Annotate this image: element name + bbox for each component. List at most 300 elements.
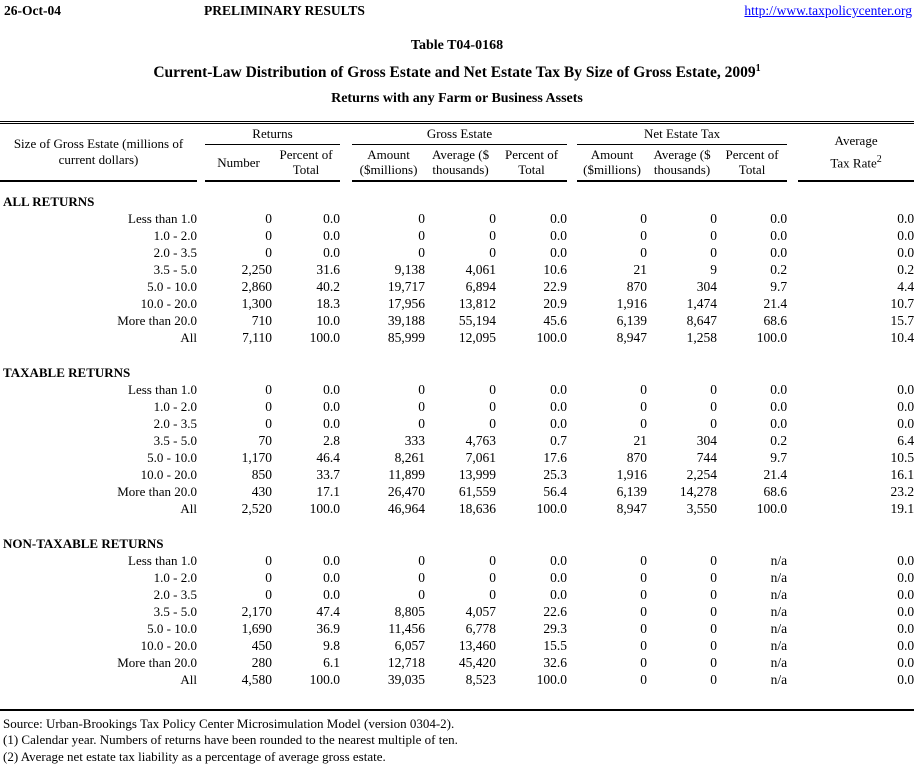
cell: 0.0 (897, 244, 914, 260)
stub-header-line2: current dollars) (58, 151, 139, 167)
table-row (0, 295, 914, 312)
cell: 0.0 (550, 244, 568, 260)
table-header (0, 123, 914, 181)
cell: 0.0 (897, 569, 914, 585)
cell: 0.0 (770, 210, 788, 226)
cell: 68.6 (763, 483, 788, 499)
column-gap (567, 329, 577, 346)
table-row (0, 329, 914, 346)
column-gap (567, 312, 577, 329)
column-gap (197, 586, 205, 603)
cell: 46.4 (316, 449, 341, 465)
column-gap (340, 261, 352, 278)
cell: 0 (265, 415, 272, 431)
cell: 19,717 (387, 278, 426, 294)
main-title-text: Current-Law Distribution of Gross Estate and Net Estate Tax By Size of Gross Estate, 2009 (153, 64, 756, 82)
cell: 33.7 (316, 466, 341, 482)
cell: 0 (710, 210, 718, 226)
cell: 0.0 (897, 415, 914, 431)
row-label: Less than 1.0 (128, 210, 197, 226)
row-label: 5.0 - 10.0 (147, 620, 197, 636)
column-gap (197, 329, 205, 346)
cell: 0.0 (897, 210, 914, 226)
cell: 1,170 (241, 449, 272, 465)
cell: 9,138 (394, 261, 426, 277)
table-row (0, 483, 914, 500)
column-gap (787, 586, 798, 603)
cell: 100.0 (756, 500, 788, 516)
cell: 4,061 (465, 261, 497, 277)
gross-estate-percent-column-header: Percent of Total (496, 145, 567, 181)
column-gap (197, 415, 205, 432)
cell: 46,964 (387, 500, 426, 516)
cell: 0.0 (550, 210, 568, 226)
spacer-row (0, 181, 914, 191)
cell: 0 (710, 671, 718, 687)
column-gap (787, 381, 798, 398)
table-row (0, 637, 914, 654)
cell: 3,550 (686, 500, 718, 516)
cell: 0.0 (897, 381, 914, 397)
row-label: All (180, 500, 197, 516)
row-label: All (180, 329, 197, 345)
cell: 39,035 (387, 671, 426, 687)
cell: n/a (770, 654, 788, 670)
column-gap (787, 603, 798, 620)
column-gap (340, 227, 352, 244)
footnote-2: (2) Average net estate tax liability as a percentage of average gross estate. (3, 748, 386, 764)
column-gap (340, 210, 352, 227)
cell: 0.2 (770, 261, 788, 277)
cell: 0.0 (770, 381, 788, 397)
cell: 21 (633, 261, 648, 277)
section-row (0, 362, 914, 381)
cell: 45,420 (458, 654, 497, 670)
cell: 45.6 (543, 312, 568, 328)
column-gap (567, 500, 577, 517)
cell: 1,690 (241, 620, 272, 636)
cell: 0 (265, 398, 272, 414)
cell: 870 (626, 449, 648, 465)
row-label: More than 20.0 (117, 483, 197, 499)
section-row (0, 533, 914, 552)
cell: n/a (770, 552, 788, 568)
cell: 11,899 (388, 466, 426, 482)
cell: 0.0 (770, 415, 788, 431)
cell: 0.0 (897, 552, 914, 568)
cell: n/a (770, 586, 788, 602)
cell: 0.0 (323, 398, 341, 414)
cell: 0.0 (550, 415, 568, 431)
cell: 280 (251, 654, 272, 670)
table-row (0, 415, 914, 432)
rate-header-line2-text: Tax Rate (830, 155, 877, 171)
column-gap (340, 244, 352, 261)
cell: 26,470 (387, 483, 426, 499)
cell: 450 (251, 637, 272, 653)
gross-estate-group-header: Gross Estate (352, 123, 567, 145)
column-gap (787, 295, 798, 312)
column-gap (567, 569, 577, 586)
cell: 4,057 (465, 603, 497, 619)
column-gap (787, 552, 798, 569)
cell: 32.6 (543, 654, 568, 670)
table-row (0, 654, 914, 671)
column-gap (340, 671, 352, 688)
source-note: Source: Urban-Brookings Tax Policy Center Microsimulation Model (version 0304-2). (3, 715, 455, 731)
column-gap (340, 637, 352, 654)
cell: 744 (696, 449, 718, 465)
cell: 0.0 (323, 569, 341, 585)
cell: 11,456 (388, 620, 426, 636)
spacer-row (0, 688, 914, 710)
cell: 0 (489, 227, 497, 243)
cell: 0 (418, 381, 426, 397)
cell: 0.0 (323, 227, 341, 243)
cell: 0.0 (323, 381, 341, 397)
row-label: 2.0 - 3.5 (153, 415, 197, 431)
cell: 0 (418, 398, 426, 414)
cell: 8,947 (616, 329, 648, 345)
table-row (0, 261, 914, 278)
row-label: 2.0 - 3.5 (153, 244, 197, 260)
column-gap (340, 398, 352, 415)
cell: 0 (640, 620, 648, 636)
column-gap (787, 654, 798, 671)
cell: 0 (489, 569, 497, 585)
column-gap (340, 312, 352, 329)
cell: 0 (489, 398, 497, 414)
cell: 22.9 (543, 278, 568, 294)
column-gap (567, 449, 577, 466)
column-gap (197, 432, 205, 449)
cell: 0 (640, 381, 648, 397)
column-gap (567, 381, 577, 398)
column-gap (340, 432, 352, 449)
spacer-cell (0, 517, 914, 533)
section-label: ALL RETURNS (3, 193, 95, 209)
cell: 0.0 (550, 569, 568, 585)
table-row (0, 569, 914, 586)
table-row (0, 552, 914, 569)
column-gap (340, 620, 352, 637)
column-gap (567, 637, 577, 654)
column-gap (340, 278, 352, 295)
cell: 0.0 (323, 415, 341, 431)
column-gap (340, 569, 352, 586)
column-gap (567, 603, 577, 620)
column-gap (787, 637, 798, 654)
row-label: 10.0 - 20.0 (140, 637, 197, 653)
cell: 100.0 (309, 329, 341, 345)
cell: 39,188 (387, 312, 426, 328)
column-gap (787, 620, 798, 637)
table-number: Table T04-0168 (410, 38, 504, 53)
cell: 0 (640, 654, 648, 670)
cell: 0 (489, 415, 497, 431)
section-label: NON-TAXABLE RETURNS (3, 535, 164, 551)
spacer-row (0, 517, 914, 533)
column-gap (340, 449, 352, 466)
cell: 6.1 (323, 654, 341, 670)
cell: 100.0 (309, 671, 341, 687)
cell: 0.0 (897, 637, 914, 653)
cell: 8,523 (465, 671, 497, 687)
cell: 23.2 (890, 483, 914, 499)
cell: 13,999 (458, 466, 497, 482)
column-gap (197, 637, 205, 654)
column-gap (197, 244, 205, 261)
cell: 0 (418, 415, 426, 431)
cell: 10.6 (543, 261, 568, 277)
cell: 18,636 (458, 500, 497, 516)
cell: 0 (710, 654, 718, 670)
cell: 2,520 (241, 500, 272, 516)
cell: 2.8 (323, 432, 341, 448)
cell: 0 (265, 569, 272, 585)
cell: 9.7 (770, 449, 788, 465)
cell: 0 (265, 586, 272, 602)
cell: n/a (770, 620, 788, 636)
column-gap (197, 620, 205, 637)
table-row (0, 227, 914, 244)
cell: 9.7 (770, 278, 788, 294)
cell: 22.6 (543, 603, 568, 619)
cell: 0 (710, 569, 718, 585)
table-row (0, 449, 914, 466)
cell: 0 (489, 244, 497, 260)
cell: 20.9 (543, 295, 568, 311)
net-estate-tax-amount-column-header: Amount ($millions) (577, 145, 647, 181)
column-gap (787, 500, 798, 517)
cell: 0 (710, 415, 718, 431)
column-gap (340, 500, 352, 517)
column-gap (567, 432, 577, 449)
table-row (0, 312, 914, 329)
cell: 2,170 (241, 603, 272, 619)
column-gap (197, 552, 205, 569)
cell: 31.6 (316, 261, 341, 277)
cell: 14,278 (679, 483, 718, 499)
cell: 8,261 (394, 449, 426, 465)
cell: 17.1 (316, 483, 341, 499)
cell: 0.0 (770, 227, 788, 243)
table-row (0, 432, 914, 449)
cell: 0 (489, 381, 497, 397)
column-gap (197, 123, 205, 181)
cell: 0 (265, 244, 272, 260)
cell: 8,805 (394, 603, 426, 619)
column-gap (567, 295, 577, 312)
cell: 21.4 (763, 466, 788, 482)
taxpolicycenter-link[interactable]: http://www.taxpolicycenter.org (744, 3, 912, 18)
row-label: 5.0 - 10.0 (147, 449, 197, 465)
cell: 0 (710, 381, 718, 397)
column-gap (567, 671, 577, 688)
cell: 0.0 (897, 620, 914, 636)
column-gap (197, 466, 205, 483)
column-gap (567, 415, 577, 432)
cell: 4,763 (465, 432, 497, 448)
row-label: All (180, 671, 197, 687)
section-label: TAXABLE RETURNS (3, 364, 131, 380)
cell: 9 (710, 261, 718, 277)
gross-estate-amount-column-header: Amount ($millions) (352, 145, 425, 181)
cell: 70 (258, 432, 272, 448)
section-row (0, 191, 914, 210)
row-label: 10.0 - 20.0 (140, 466, 197, 482)
rate-header-line2 (798, 150, 914, 172)
main-title (0, 63, 914, 82)
column-gap (340, 552, 352, 569)
column-gap (567, 398, 577, 415)
cell: 1,300 (241, 295, 272, 311)
returns-group-header: Returns (205, 123, 340, 145)
subtitle: Returns with any Farm or Business Assets (331, 91, 583, 107)
cell: n/a (770, 671, 788, 687)
stub-header-line1: Size of Gross Estate (millions of (13, 135, 184, 151)
cell: 21.4 (763, 295, 788, 311)
cell: 0 (710, 552, 718, 568)
cell: 1,474 (686, 295, 718, 311)
cell: 0 (710, 637, 718, 653)
cell: 61,559 (458, 483, 497, 499)
cell: 55,194 (458, 312, 497, 328)
cell: 36.9 (316, 620, 341, 636)
cell: 304 (696, 432, 718, 448)
net-estate-tax-group-header: Net Estate Tax (577, 123, 787, 145)
cell: 0 (640, 552, 648, 568)
cell: 6,778 (465, 620, 497, 636)
cell: 0 (418, 227, 426, 243)
spacer-row (0, 346, 914, 362)
average-tax-rate-header (798, 123, 914, 181)
cell: 0 (640, 569, 648, 585)
column-gap (567, 466, 577, 483)
cell: 0.0 (897, 227, 914, 243)
cell: 100.0 (536, 329, 568, 345)
cell: 7,110 (242, 329, 272, 345)
date-label: 26-Oct-04 (4, 3, 61, 18)
column-gap (197, 671, 205, 688)
cell: 56.4 (543, 483, 568, 499)
column-gap (197, 483, 205, 500)
table-body (0, 181, 914, 710)
column-gap (787, 432, 798, 449)
column-gap (787, 123, 798, 181)
cell: 10.0 (316, 312, 341, 328)
column-gap (197, 295, 205, 312)
cell: 0 (489, 586, 497, 602)
page-top-bar (0, 0, 914, 24)
column-gap (787, 466, 798, 483)
cell: 0.0 (550, 552, 568, 568)
cell: 0.0 (897, 398, 914, 414)
cell: 710 (251, 312, 272, 328)
cell: 0 (640, 398, 648, 414)
row-label: More than 20.0 (117, 312, 197, 328)
main-title-footnote-marker: 1 (755, 63, 761, 74)
cell: 304 (696, 278, 718, 294)
cell: 0 (265, 210, 272, 226)
cell: 10.4 (890, 329, 914, 345)
cell: 0 (710, 586, 718, 602)
row-label: More than 20.0 (117, 654, 197, 670)
cell: 0.0 (897, 671, 914, 687)
cell: n/a (770, 637, 788, 653)
cell: 0.0 (897, 603, 914, 619)
cell: 0 (418, 569, 426, 585)
estate-tax-table (0, 121, 914, 711)
cell: 0.7 (550, 432, 568, 448)
cell: 0 (418, 244, 426, 260)
column-gap (787, 227, 798, 244)
cell: 0 (710, 603, 718, 619)
row-label: Less than 1.0 (128, 552, 197, 568)
table-row (0, 671, 914, 688)
column-gap (340, 586, 352, 603)
cell: 19.1 (890, 500, 914, 516)
cell: 870 (626, 278, 648, 294)
cell: 17,956 (387, 295, 426, 311)
cell: 10.5 (890, 449, 914, 465)
cell: n/a (770, 603, 788, 619)
cell: 0 (265, 381, 272, 397)
cell: 0 (640, 244, 648, 260)
column-gap (567, 586, 577, 603)
column-gap (787, 415, 798, 432)
cell: 850 (251, 466, 272, 482)
cell: 0.0 (550, 227, 568, 243)
preliminary-results-label: PRELIMINARY RESULTS (204, 3, 365, 18)
cell: 40.2 (316, 278, 341, 294)
column-gap (787, 278, 798, 295)
cell: 16.1 (890, 466, 914, 482)
cell: 100.0 (309, 500, 341, 516)
column-gap (567, 261, 577, 278)
cell: 18.3 (316, 295, 341, 311)
row-label: 3.5 - 5.0 (153, 603, 197, 619)
cell: 4.4 (897, 278, 914, 294)
row-label: Less than 1.0 (128, 381, 197, 397)
cell: 0 (710, 244, 718, 260)
spacer-cell (0, 688, 914, 710)
table-row (0, 398, 914, 415)
footnotes (0, 711, 914, 765)
cell: 10.7 (890, 295, 914, 311)
cell: 100.0 (536, 671, 568, 687)
cell: 0.0 (323, 552, 341, 568)
cell: 0 (640, 415, 648, 431)
cell: 6,139 (616, 312, 648, 328)
table-row (0, 620, 914, 637)
spacer-cell (0, 346, 914, 362)
row-label: 3.5 - 5.0 (153, 261, 197, 277)
column-gap (197, 603, 205, 620)
column-gap (567, 227, 577, 244)
rate-header-footnote-marker: 2 (876, 154, 882, 166)
cell: n/a (770, 569, 788, 585)
column-gap (197, 500, 205, 517)
cell: 0 (418, 586, 426, 602)
cell: 13,812 (458, 295, 497, 311)
column-gap (567, 483, 577, 500)
cell: 0 (710, 227, 718, 243)
spacer-cell (0, 181, 914, 191)
column-gap (197, 278, 205, 295)
column-gap (787, 671, 798, 688)
cell: 0.2 (897, 261, 914, 277)
